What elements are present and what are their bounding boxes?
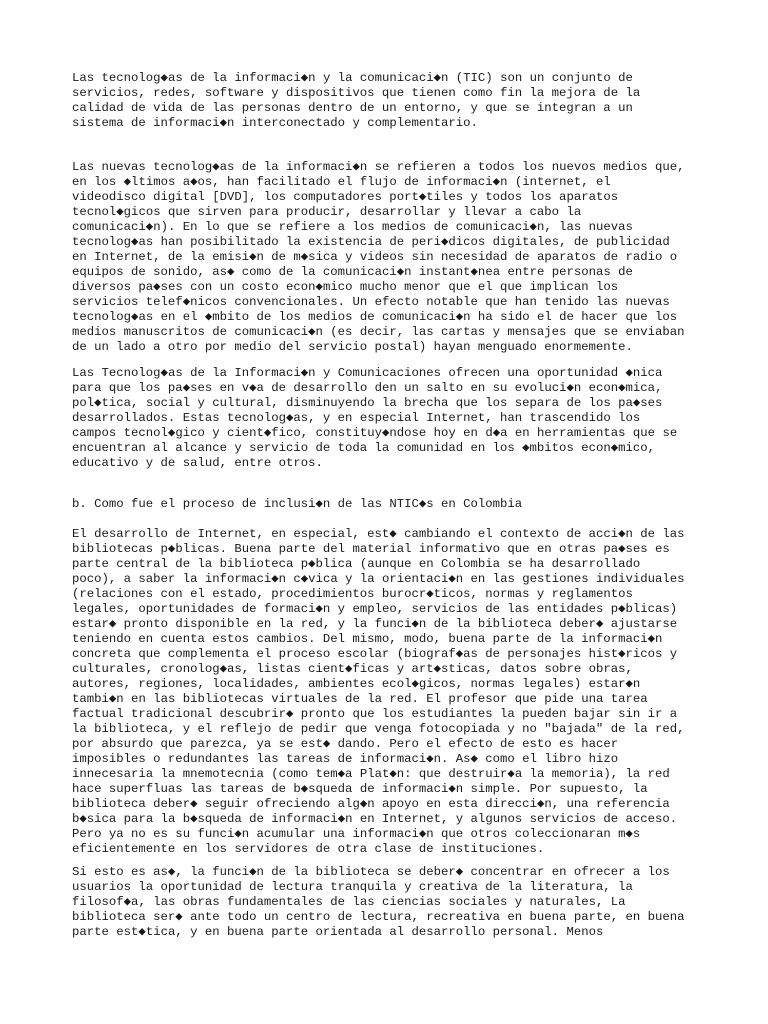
text-line: bibliotecas p◆blicas. Buena parte del material informativo que en otras pa◆ses es [72,542,670,556]
text-line: estar◆ pronto disponible en la red, y la funci◆n de la biblioteca deber◆ ajustarse [72,617,678,631]
text-line: servicios telef◆nicos convencionales. Un efecto notable que han tenido las nuevas [72,295,670,309]
text-line: concreta que complementa el proceso escolar (biograf◆as de personajes hist◆ricos y [72,647,678,661]
text-line: la biblioteca, y el reflejo de pedir que venga fotocopiada y no "bajada" de la red, [72,722,685,736]
text-line: Las tecnolog◆as de la informaci◆n y la comunicaci◆n (TIC) son un conjunto de [72,71,633,85]
text-line: en Internet, de la emisi◆n de m◆sica y videos sin necesidad de aparatos de radio o [72,250,678,264]
text-line: poco), a saber la informaci◆n c◆vica y la orientaci◆n en las gestiones individuales [72,572,685,586]
text-line: comunicaci◆n). En lo que se refiere a los medios de comunicaci◆n, las nuevas [72,220,633,234]
text-line: b. Como fue el proceso de inclusi◆n de las NTIC◆s en Colombia [72,497,523,511]
text-line: encuentran al alcance y servicio de toda la comunidad en los ◆mbitos econ◆mico, [72,441,656,455]
text-line: eficientemente en los servidores de otra clase de instituciones. [72,842,545,856]
text-line: tecnolog◆as han posibilitado la existencia de peri◆dicos digitales, de publicidad [72,235,670,249]
text-line: sistema de informaci◆n interconectado y complementario. [72,116,478,130]
text-line: pol◆tica, social y cultural, disminuyendo la brecha que los separa de los pa◆ses [72,396,663,410]
text-line: equipos de sonido, as◆ como de la comunicaci◆n instant◆nea entre personas de [72,265,633,279]
text-line: parte central de la biblioteca p◆blica (aunque en Colombia se ha desarrollado [72,557,641,571]
text-line: innecesaria la mnemotecnia (como tem◆a Plat◆n: que destruir◆a la memoria), la red [72,767,670,781]
text-line: desarrollados. Estas tecnolog◆as, y en especial Internet, han trascendido los [72,411,641,425]
text-line: parte est◆tica, y en buena parte orientada al desarrollo personal. Menos [72,925,604,939]
text-line: factual tradicional descubrir◆ pronto que los estudiantes la pueden bajar sin ir a [72,707,678,721]
text-line: Las nuevas tecnolog◆as de la informaci◆n se refieren a todos los nuevos medios que, [72,160,685,174]
text-line: por absurdo que parezca, ya se est◆ dando. Pero el efecto de esto es hacer [72,737,619,751]
text-line: El desarrollo de Internet, en especial, est◆ cambiando el contexto de acci◆n de las [72,527,685,541]
text-line: de un lado a otro por medio del servicio postal) hayan menguado enormemente. [72,340,633,354]
text-line: legales, oportunidades de formaci◆n y empleo, servicios de las entidades p◆blicas) [72,602,678,616]
text-line: teniendo en cuenta estos cambios. Del mismo, modo, buena parte de la informaci◆n [72,632,663,646]
text-line: para que los pa◆ses en v◆a de desarrollo den un salto en su evoluci◆n econ◆mica, [72,381,663,395]
text-line: campos tecnol◆gico y cient◆fico, constituy◆ndose hoy en d◆a en herramientas que se [72,426,678,440]
text-line: diversos pa◆ses con un costo econ◆mico mucho menor que el que implican los [72,280,619,294]
text-line: biblioteca deber◆ seguir ofreciendo alg◆n apoyo en esta direcci◆n, una referencia [72,797,670,811]
text-line: Las Tecnolog◆as de la Informaci◆n y Comunicaciones ofrecen una oportunidad ◆nica [72,366,663,380]
text-line: servicios, redes, software y dispositivos que tienen como fin la mejora de la [72,86,641,100]
text-line: educativo y de salud, entre otros. [72,456,323,470]
text-line: hace superfluas las tareas de b◆squeda de informaci◆n simple. Por supuesto, la [72,782,648,796]
text-line: usuarios la oportunidad de lectura tranquila y creativa de la literatura, la [72,880,633,894]
text-line: videodisco digital [DVD], los computadores port◆tiles y todos los aparatos [72,190,619,204]
text-line: Si esto es as◆, la funci◆n de la biblioteca se deber◆ concentrar en ofrecer a los [72,865,670,879]
text-line: imposibles o redundantes las tareas de informaci◆n. As◆ como el libro hizo [72,752,619,766]
text-line: culturales, cronolog◆as, listas cient◆ficas y art◆sticas, datos sobre obras, [72,662,633,676]
text-line: en los ◆ltimos a◆os, han facilitado el flujo de informaci◆n (internet, el [72,175,611,189]
text-line: b◆sica para la b◆squeda de informaci◆n en Internet, y algunos servicios de acceso. [72,812,678,826]
text-line: tecnol◆gicos que sirven para producir, desarrollar y llevar a cabo la [72,205,582,219]
text-line: biblioteca ser◆ ante todo un centro de lectura, recreativa en buena parte, en buena [72,910,685,924]
text-line: (relaciones con el estado, procedimientos burocr◆ticos, normas y reglamentos [72,587,633,601]
text-line: Pero ya no es su funci◆n acumular una informaci◆n que otros coleccionaran m◆s [72,827,641,841]
text-line: tecnolog◆as en el ◆mbito de los medios de comunicaci◆n ha sido el de hacer que los [72,310,678,324]
text-line: medios manuscritos de comunicaci◆n (es decir, las cartas y mensajes que se enviaban [72,325,685,339]
text-line: filosof◆a, las obras fundamentales de las ciencias sociales y naturales, La [72,895,626,909]
text-line: autores, regiones, localidades, ambientes ecol◆gicos, normas legales) estar◆n [72,677,641,691]
text-line: tambi◆n en las bibliotecas virtuales de la red. El profesor que pide una tarea [72,692,648,706]
text-line: calidad de vida de las personas dentro de un entorno, y que se integran a un [72,101,633,115]
